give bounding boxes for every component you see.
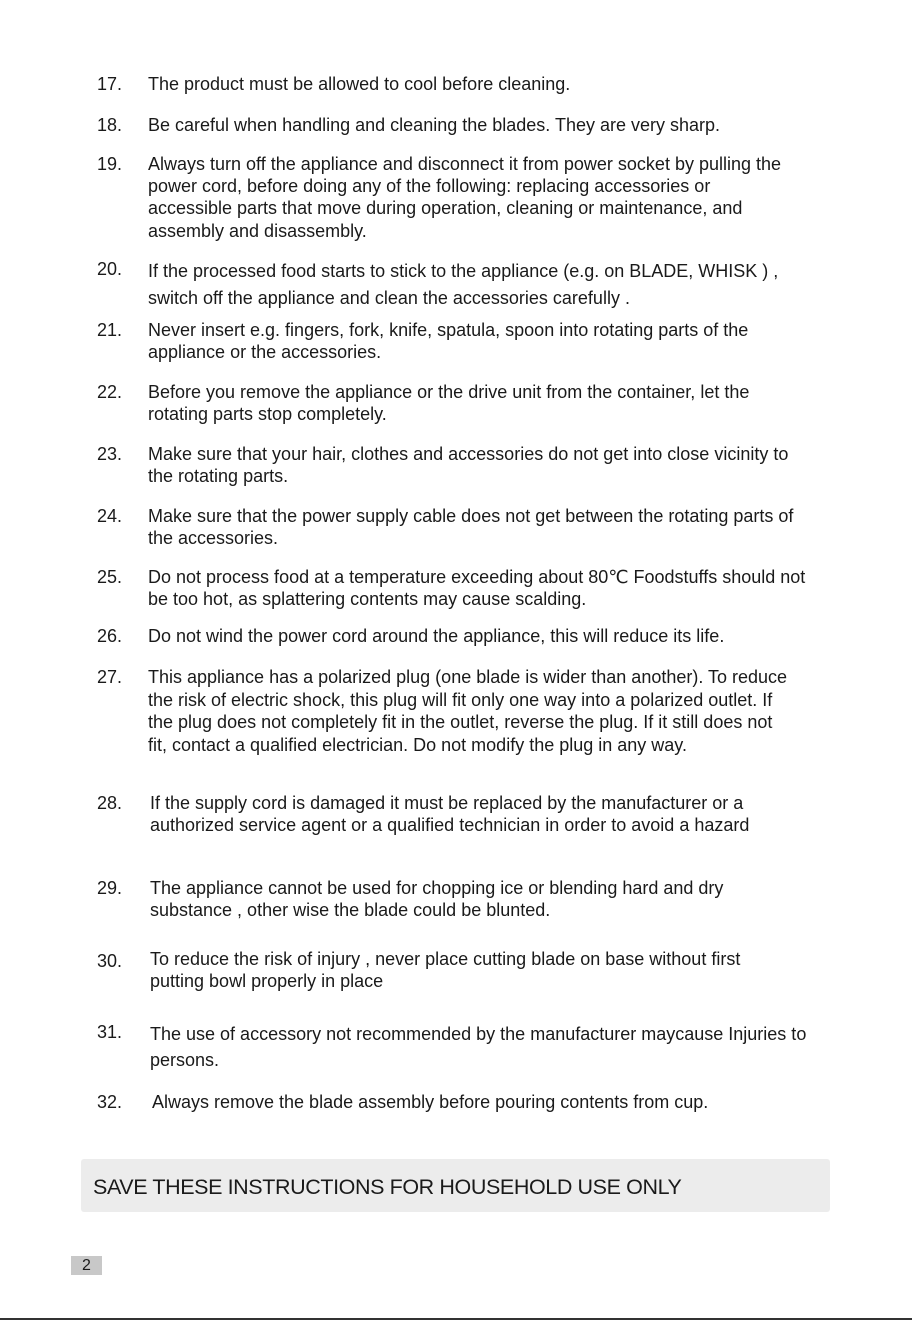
instruction-text: Before you remove the appliance or the drive unit from the container, let the rotating parts stop completely. — [148, 382, 750, 425]
instruction-number: 32. — [97, 1092, 123, 1112]
instruction-number: 22. — [97, 382, 123, 402]
instruction-number: 20. — [97, 259, 123, 279]
page-number: 2 — [71, 1256, 102, 1275]
instruction-text: The use of accessory not recommended by the manufacturer maycause Injuries to persons. — [150, 1024, 807, 1070]
instruction-number: 28. — [97, 793, 123, 813]
instruction-number: 30. — [97, 951, 123, 971]
instruction-text: To reduce the risk of injury , never place cutting blade on base without first putting bowl properly in place — [150, 949, 741, 992]
instruction-number: 17. — [97, 74, 123, 94]
instruction-text: This appliance has a polarized plug (one blade is wider than another). To reduce the risk of electric shock, this plug will fit only one way into a polarized outlet. If the plug does not completely fit in the outlet, reverse the plug. If it still does not fit, contact a qualified electrician. Do not modify the plug in any way. — [148, 667, 788, 755]
instruction-text: Never insert e.g. fingers, fork, knife, spatula, spoon into rotating parts of the appliance or the accessories. — [148, 320, 749, 363]
instruction-text: Make sure that the power supply cable does not get between the rotating parts of the accessories. — [148, 506, 794, 549]
instruction-text: Make sure that your hair, clothes and accessories do not get into close vicinity to the rotating parts. — [148, 444, 789, 487]
household-use-banner — [81, 1159, 830, 1212]
instruction-number: 26. — [97, 626, 123, 646]
instruction-number: 27. — [97, 667, 123, 687]
instruction-number: 29. — [97, 878, 123, 898]
instruction-text: Do not wind the power cord around the appliance, this will reduce its life. — [148, 626, 725, 646]
instruction-text: If the processed food starts to stick to the appliance (e.g. on BLADE, WHISK ) , switch off the appliance and clean the accessories carefully . — [148, 261, 779, 308]
instruction-text: Always turn off the appliance and disconnect it from power socket by pulling the power cord, before doing any of the following: replacing accessories or accessible parts that move during operation, cleaning or maintenance, and assembly and disassembly. — [148, 154, 782, 241]
instruction-text: Do not process food at a temperature exceeding about 80℃ Foodstuffs should not be too hot, as splattering contents may cause scalding. — [148, 567, 806, 610]
instruction-text: The product must be allowed to cool before cleaning. — [148, 74, 571, 94]
instruction-number: 25. — [97, 567, 123, 587]
instruction-text: Be careful when handling and cleaning the blades. They are very sharp. — [148, 115, 721, 135]
instruction-number: 19. — [97, 154, 123, 174]
instruction-text: If the supply cord is damaged it must be replaced by the manufacturer or a authorized service agent or a qualified technician in order to avoid a hazard — [150, 793, 750, 836]
instruction-number: 24. — [97, 506, 123, 526]
banner-text: SAVE THESE INSTRUCTIONS FOR HOUSEHOLD USE ONLY — [93, 1175, 682, 1199]
instruction-number: 31. — [97, 1022, 123, 1042]
instruction-text: Always remove the blade assembly before pouring contents from cup. — [152, 1092, 709, 1112]
instruction-number: 21. — [97, 320, 123, 340]
instruction-number: 18. — [97, 115, 123, 135]
instruction-text: The appliance cannot be used for chopping ice or blending hard and dry substance , other wise the blade could be blunted. — [150, 878, 724, 921]
instruction-number: 23. — [97, 444, 123, 464]
